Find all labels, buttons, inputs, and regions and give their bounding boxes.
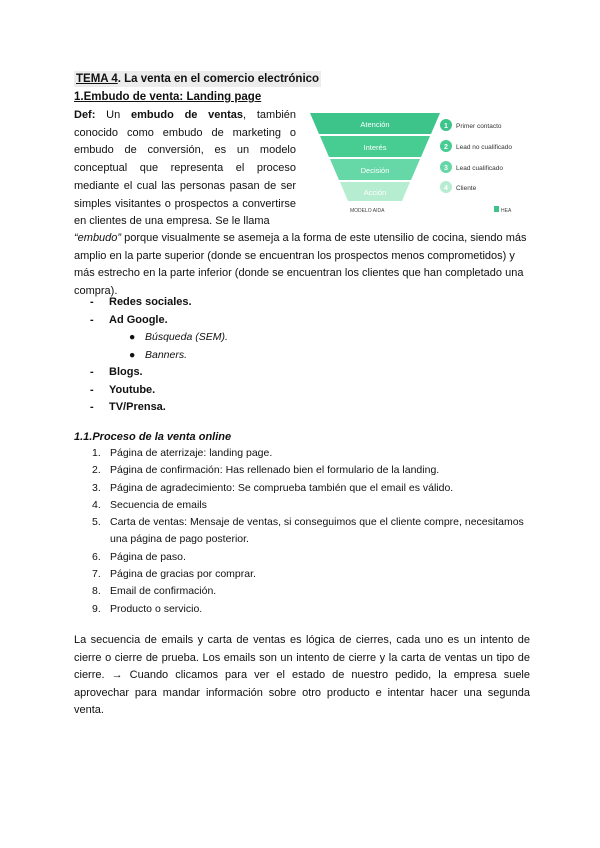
definition-text: , también conocido como embudo de marketing o embudo de conversión, es un modelo conceptual que representa el proceso mediante el cual las personas pasan de ser simples visitantes o prospectos a convertirse en clientes de una empresa. Se le llama <box>74 109 296 228</box>
funnel-label-action: Acción <box>363 188 387 197</box>
legend-number-2: 2 <box>444 144 448 151</box>
definition-pre: Un <box>95 109 132 121</box>
step-text: Producto o servicio. <box>110 602 203 615</box>
channel-label: TV/Prensa. <box>109 401 166 413</box>
sublist-item-banners <box>90 347 490 365</box>
tema-title: . La venta en el comercio electrónico <box>117 73 320 85</box>
list-item-tv-prensa <box>90 399 490 417</box>
channel-label: Youtube. <box>109 383 156 396</box>
funnel-label-attention: Atención <box>360 120 390 129</box>
legend-label-4: Cliente <box>456 185 477 192</box>
step-number: 4. <box>92 498 101 511</box>
step-text: Secuencia de emails <box>110 498 207 511</box>
subchannel-label: Búsqueda (SEM). <box>145 331 228 343</box>
definition-continuation-text: porque visualmente se asemeja a la forma de este utensilio de cocina, siendo más amplio en la parte superior (donde se encuentran los prospectos menos comprometidos) y más estrecho en la parte inferior (donde se encuentran los clientes que han completado una compra). <box>74 232 527 297</box>
dash-bullet: - <box>90 366 94 378</box>
list-item-redes-sociales <box>90 294 490 312</box>
step-item <box>92 462 532 479</box>
step-text: Página de gracias por comprar. <box>110 568 256 581</box>
definition-term: embudo de ventas <box>131 109 244 121</box>
dash-bullet: - <box>90 401 94 413</box>
tema-number: TEMA 4 <box>76 73 118 85</box>
dot-bullet: ● <box>129 331 136 343</box>
channel-list <box>90 294 490 417</box>
channel-label: Redes sociales. <box>109 296 192 308</box>
step-item <box>92 601 532 618</box>
legend-label-1: Primer contacto <box>456 123 502 130</box>
step-text: Página de agradecimiento: Se comprueba también que el email es válido. <box>110 481 454 494</box>
step-item <box>92 497 532 514</box>
dot-bullet: ● <box>129 348 136 361</box>
section-heading: 1.Embudo de venta: Landing page <box>74 91 262 103</box>
step-item <box>92 480 532 497</box>
list-item-blogs <box>90 364 490 382</box>
step-number: 7. <box>92 568 101 581</box>
step-item <box>92 514 532 549</box>
channel-label: Ad Google. <box>109 313 168 326</box>
definition-continuation <box>74 230 530 300</box>
step-number: 3. <box>92 481 101 494</box>
step-number: 5. <box>92 516 101 529</box>
step-number: 8. <box>92 585 101 598</box>
step-item <box>92 566 532 583</box>
legend-number-3: 3 <box>444 165 448 172</box>
step-text: Página de aterrizaje: landing page. <box>110 447 273 459</box>
subchannel-label: Banners. <box>145 348 188 361</box>
step-item <box>92 445 532 462</box>
channel-label: Blogs. <box>109 366 143 378</box>
step-number: 2. <box>92 464 101 477</box>
page-title <box>74 71 321 87</box>
step-text: Carta de ventas: Mensaje de ventas, si conseguimos que el cliente compre, necesitamos una página de pago posterior. <box>110 516 524 546</box>
logo-mark <box>494 206 499 212</box>
funnel-caption: MODELO AIDA <box>350 208 385 214</box>
dash-bullet: - <box>90 296 94 308</box>
list-item-ad-google <box>90 312 490 330</box>
step-text: Página de paso. <box>110 550 186 563</box>
step-item <box>92 583 532 600</box>
definition-quote: “embudo” <box>74 232 122 244</box>
closing-paragraph: La secuencia de emails y carta de ventas es lógica de cierres, cada uno es un intento de cierre o cierre de prueba. Los emails son un intento de cierre y la carta de ventas un tipo de cierre. → Cuando clicamos para ver el estado de nuestro pedido, la empresa suele aprovechar para mandar información sobre otro producto e intentar hacer una segunda venta. <box>74 634 530 717</box>
sales-process-list <box>92 445 532 618</box>
definition-paragraph <box>74 107 296 231</box>
step-number: 9. <box>92 602 101 615</box>
funnel-label-decision: Decisión <box>360 166 390 175</box>
legend-label-3: Lead cualificado <box>456 165 503 172</box>
step-number: 6. <box>92 550 101 563</box>
step-number: 1. <box>92 447 101 459</box>
subsection-heading: 1.1.Proceso de la venta online <box>74 431 232 443</box>
step-text: Página de confirmación: Has rellenado bien el formulario de la landing. <box>110 464 440 477</box>
funnel-label-interest: Interés <box>363 143 387 152</box>
step-item <box>92 549 532 566</box>
legend-label-2: Lead no cualificado <box>456 144 513 151</box>
legend-number-1: 1 <box>444 123 448 130</box>
sublist-item-busqueda <box>90 329 490 347</box>
legend-number-4: 4 <box>444 185 448 192</box>
logo-text: HEA <box>501 208 512 214</box>
dash-bullet: - <box>90 383 94 396</box>
dash-bullet: - <box>90 313 94 326</box>
definition-label: Def: <box>74 109 96 121</box>
list-item-youtube <box>90 382 490 400</box>
aida-funnel-figure <box>306 110 531 218</box>
step-text: Email de confirmación. <box>110 585 217 598</box>
